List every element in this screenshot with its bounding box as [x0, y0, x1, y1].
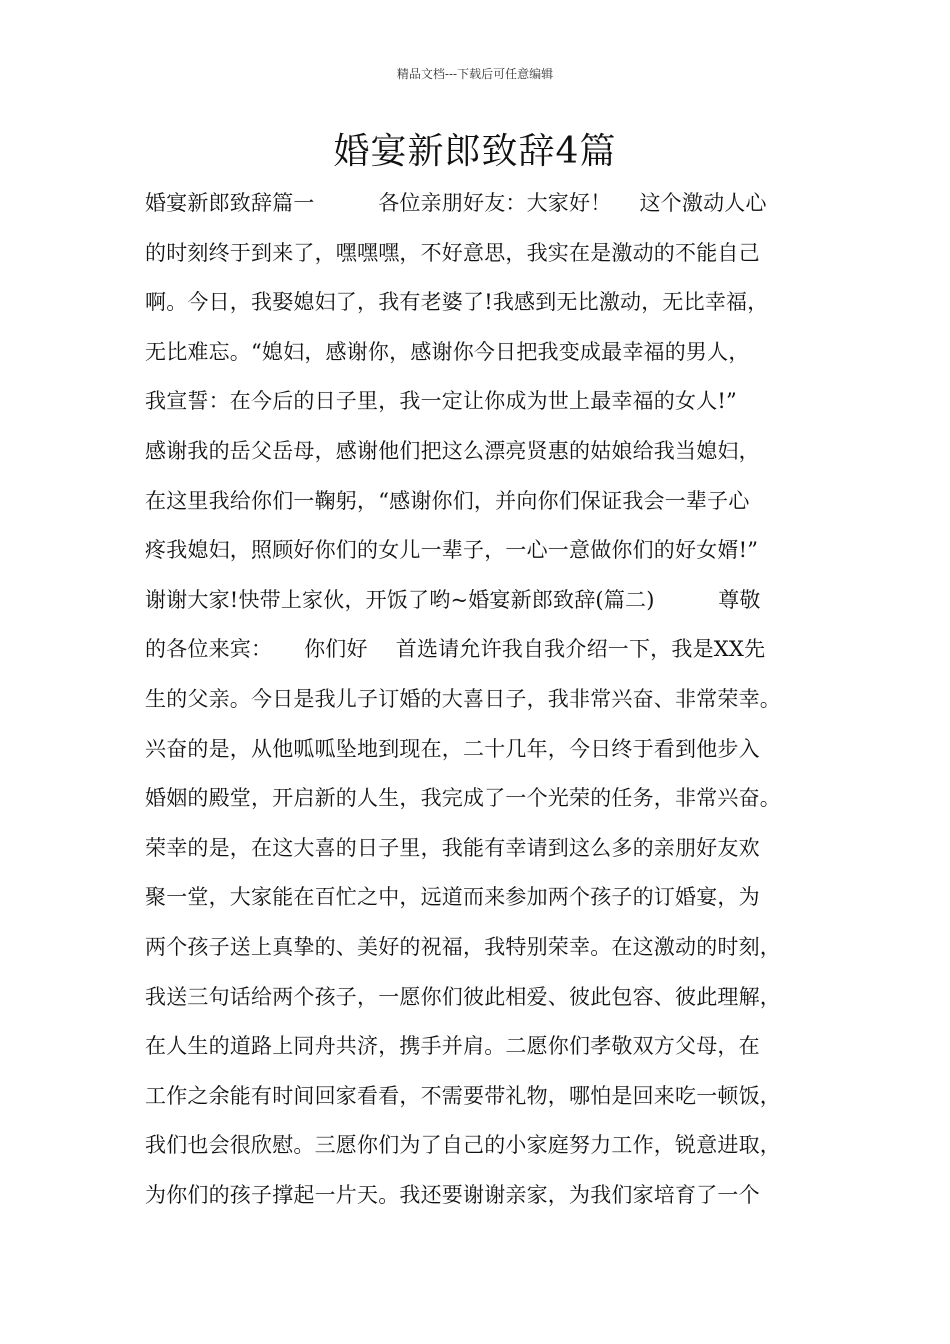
- body-line: 疼我媳妇，照顾好你们的女儿一辈子，一心一意做你们的好女婿!”: [145, 538, 759, 563]
- page-header: 精品文档---下载后可任意编辑: [396, 67, 554, 81]
- body-line: 在人生的道路上同舟共济，携手并肩。二愿你们孝敬双方父母，在: [145, 1034, 760, 1059]
- body-line: 为你们的孩子撑起一片天。我还要谢谢亲家，为我们家培育了一个: [145, 1182, 760, 1207]
- body-line: 我们也会很欣慰。三愿你们为了自己的小家庭努力工作，锐意进取，: [145, 1133, 781, 1158]
- body-line: 在这里我给你们一鞠躬，“感谢你们，并向你们保证我会一辈子心: [145, 488, 750, 513]
- body-line: 的各位来宾： 你们好 首选请允许我自我介绍一下，我是XX先: [145, 637, 766, 662]
- body-line: 婚姻的殿堂，开启新的人生，我完成了一个光荣的任务，非常兴奋。: [145, 786, 781, 811]
- body-line: 两个孩子送上真挚的、美好的祝福，我特别荣幸。在这激动的时刻，: [145, 934, 781, 959]
- body-line: 婚宴新郎致辞篇一 各位亲朋好友：大家好！ 这个激动人心: [145, 191, 767, 215]
- document-body: [145, 179, 845, 1220]
- body-line: 无比难忘。“媳妇，感谢你，感谢你今日把我变成最幸福的男人，: [145, 339, 750, 364]
- body-line: 聚一堂，大家能在百忙之中，远道而来参加两个孩子的订婚宴，为: [145, 885, 760, 910]
- body-line: 谢谢大家!快带上家伙，开饭了哟~婚宴新郎致辞(篇二) 尊敬: [145, 587, 761, 612]
- document-title: 婚宴新郎致辞4篇: [333, 131, 617, 172]
- body-line: 我宣誓：在今后的日子里，我一定让你成为世上最幸福的女人!”: [145, 389, 737, 414]
- body-line: 感谢我的岳父岳母，感谢他们把这么漂亮贤惠的姑娘给我当媳妇，: [145, 438, 760, 463]
- body-line: 我送三句话给两个孩子，一愿你们彼此相爱、彼此包容、彼此理解，: [145, 984, 781, 1009]
- body-line: 工作之余能有时间回家看看，不需要带礼物，哪怕是回来吃一顿饭，: [145, 1083, 781, 1108]
- body-line: 啊。今日，我娶媳妇了，我有老婆了!我感到无比激动，无比幸福，: [145, 290, 769, 315]
- body-line: 兴奋的是，从他呱呱坠地到现在，二十几年，今日终于看到他步入: [145, 736, 760, 761]
- body-line: 的时刻终于到来了，嘿嘿嘿，不好意思，我实在是激动的不能自己: [145, 240, 760, 265]
- body-line: 荣幸的是，在这大喜的日子里，我能有幸请到这么多的亲朋好友欢: [145, 835, 760, 860]
- body-line: 生的父亲。今日是我儿子订婚的大喜日子，我非常兴奋、非常荣幸。: [145, 686, 781, 711]
